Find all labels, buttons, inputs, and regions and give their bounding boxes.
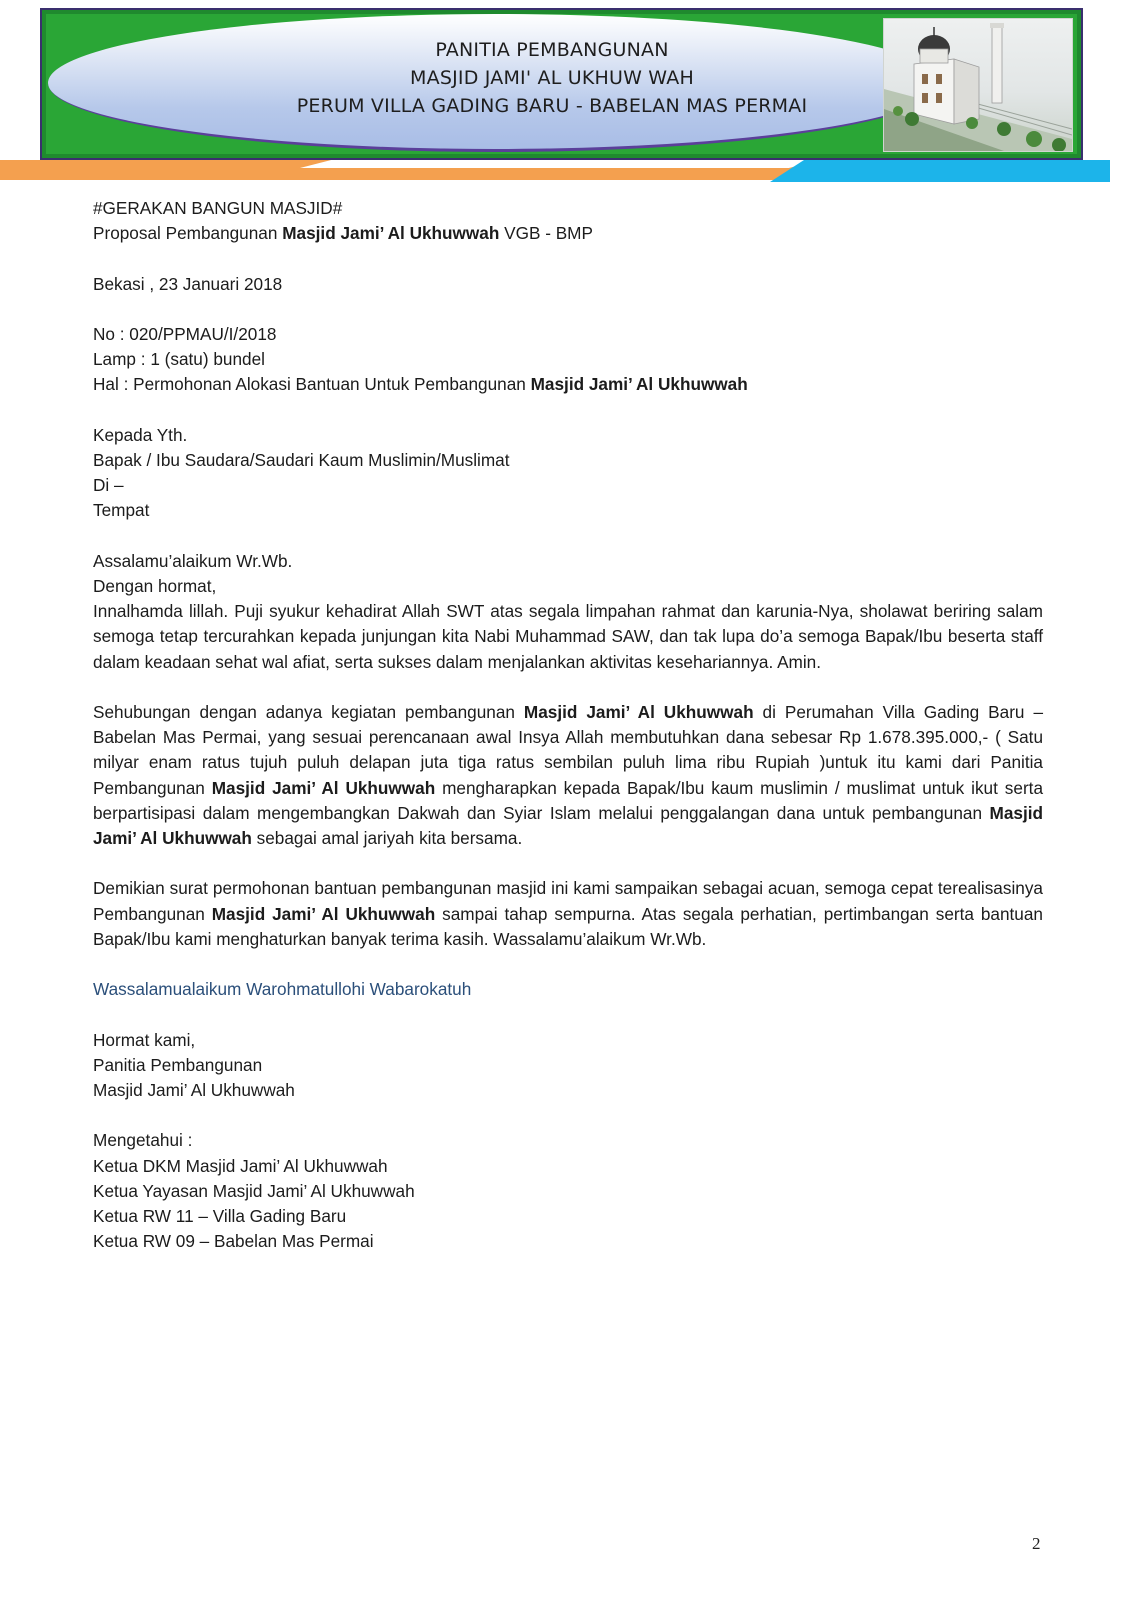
proposal-mosque-name: Masjid Jami’ Al Ukhuwwah (282, 223, 500, 244)
banner-line-2: MASJID JAMI' AL UKHUW WAH (410, 67, 694, 89)
paragraph-closing (93, 876, 1043, 952)
proposal-line (93, 221, 1043, 246)
banner-line-1: PANITIA PEMBANGUNAN (435, 39, 669, 61)
header-banner (40, 8, 1083, 160)
para3-text-2: sampai tahap sempurna. Atas segala perhatian, pertimbangan serta bantuan Bapak/Ibu kami menghaturkan banyak terima kasih. Wassalamu’alaikum Wr.Wb. (93, 903, 1043, 949)
proposal-prefix: Proposal Pembangunan (93, 223, 283, 244)
blue-stripe (770, 160, 1110, 182)
salutation: Dengan hormat, (93, 575, 217, 596)
sign-line: Hormat kami, (93, 1029, 196, 1050)
para3-mosque-name: Masjid Jami’ Al Ukhuwwah (211, 903, 436, 924)
letter-date: Bekasi , 23 Januari 2018 (93, 273, 283, 294)
recipient-line: Kepada Yth. (93, 424, 188, 445)
closing-salam: Wassalamualaikum Warohmatullohi Wabarokatuh (93, 979, 472, 1000)
para2-text-3: mengharapkan kepada Bapak/Ibu kaum muslimin / muslimat untuk ikut serta berpartisipasi dalam mengembangkan Dakwah dan Syiar Islam melalui penggalangan dana untuk pembangunan (93, 777, 1043, 823)
letter-body (93, 196, 1043, 1254)
greeting: Assalamu’alaikum Wr.Wb. (93, 550, 293, 571)
banner-title (162, 36, 942, 120)
paragraph-opening: Innalhamda lillah. Puji syukur kehadirat Allah SWT atas segala limpahan rahmat dan karunia-Nya, sholawat beriring salam semoga tetap tercurahkan kepada junjungan kita Nabi Muhammad SAW, dan tak lupa do’a semoga Bapak/Ibu beserta staff dalam keadaan sehat wal afiat, serta sukses dalam menjalankan aktivitas kesehariannya. Amin. (93, 601, 1043, 672)
para2-text-2: di Perumahan Villa Gading Baru – Babelan Mas Permai, yang sesuai perencanaan awal Insya Allah membutuhkan dana sebesar Rp 1.678.395.000,- ( Satu milyar enam ratus tujuh puluh delapan juta tiga ratus sembilan puluh lima ribu Rupiah )untuk itu kami dari Panitia Pembangunan (93, 701, 1043, 798)
acknowledged-line: Ketua RW 11 – Villa Gading Baru (93, 1205, 347, 1226)
white-stripe (300, 160, 820, 168)
recipient-line: Bapak / Ibu Saudara/Saudari Kaum Muslimin/Muslimat (93, 449, 510, 470)
mosque-building-icon (884, 19, 1072, 151)
proposal-suffix: VGB - BMP (499, 223, 593, 244)
para2-mosque-name-3: Masjid Jami’ Al Ukhuwwah (93, 802, 1043, 848)
subject-mosque-name: Masjid Jami’ Al Ukhuwwah (530, 374, 748, 395)
acknowledged-line: Ketua Yayasan Masjid Jami’ Al Ukhuwwah (93, 1180, 415, 1201)
acknowledged-title: Mengetahui : (93, 1130, 193, 1151)
letter-number: No : 020/PPMAU/I/2018 (93, 323, 277, 344)
recipient-line: Di – (93, 475, 124, 496)
letter-attachment: Lamp : 1 (satu) bundel (93, 349, 265, 370)
para3-text-1: Demikian surat permohonan bantuan pembangunan masjid ini kami sampaikan sebagai acuan, semoga cepat terealisasinya Pembangunan (93, 878, 1043, 924)
para2-mosque-name-2: Masjid Jami’ Al Ukhuwwah (211, 777, 436, 798)
subject-prefix: Hal : Permohonan Alokasi Bantuan Untuk Pembangunan (93, 374, 531, 395)
campaign-tag: #GERAKAN BANGUN MASJID# (93, 198, 343, 218)
acknowledged-line: Ketua DKM Masjid Jami’ Al Ukhuwwah (93, 1155, 388, 1176)
para2-text-4: sebagai amal jariyah kita bersama. (251, 828, 523, 848)
acknowledged-line: Ketua RW 09 – Babelan Mas Permai (93, 1231, 374, 1252)
letter-subject (93, 372, 1043, 397)
sign-line: Panitia Pembangunan (93, 1054, 263, 1075)
recipient-line: Tempat (93, 500, 150, 521)
para2-mosque-name-1: Masjid Jami’ Al Ukhuwwah (523, 701, 754, 722)
banner-line-3: PERUM VILLA GADING BARU - BABELAN MAS PERMAI (296, 95, 808, 117)
mosque-photo (883, 18, 1073, 152)
sign-line: Masjid Jami’ Al Ukhuwwah (93, 1079, 295, 1100)
para2-text-1: Sehubungan dengan adanya kegiatan pembangunan (93, 701, 524, 722)
orange-stripe (0, 166, 800, 180)
paragraph-request (93, 700, 1043, 851)
page-number: 2 (1032, 1534, 1041, 1553)
